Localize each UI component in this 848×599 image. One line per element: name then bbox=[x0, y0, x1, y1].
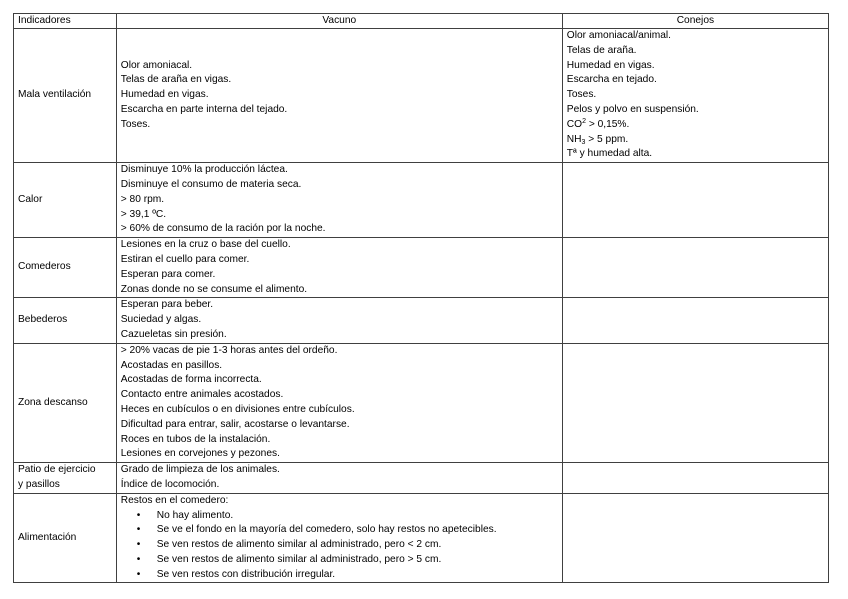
vacuno-item: Suciedad y algas. bbox=[120, 314, 202, 326]
indicator-label-line: y pasillos bbox=[18, 478, 60, 490]
conejos-cell bbox=[562, 343, 828, 462]
vacuno-item: Lesiones en corvejones y pezones. bbox=[120, 448, 280, 460]
conejos-item: Humedad en vigas. bbox=[566, 59, 655, 71]
vacuno-item: > 80 rpm. bbox=[120, 193, 165, 205]
vacuno-item: Acostadas de forma incorrecta. bbox=[120, 374, 262, 386]
vacuno-item: Olor amoniacal. bbox=[120, 59, 193, 71]
header-row bbox=[14, 14, 829, 29]
vacuno-item: Roces en tubos de la instalación. bbox=[120, 433, 271, 445]
document-page bbox=[13, 13, 829, 583]
vacuno-item: Toses. bbox=[120, 118, 151, 130]
conejos-cell bbox=[562, 463, 828, 494]
vacuno-item: Disminuye 10% la producción láctea. bbox=[120, 164, 288, 176]
vacuno-item: > 60% de consumo de la ración por la noche. bbox=[120, 223, 326, 235]
vacuno-cell bbox=[116, 463, 562, 494]
conejos-item: Pelos y polvo en suspensión. bbox=[566, 103, 699, 115]
vacuno-item: Grado de limpieza de los animales. bbox=[120, 464, 280, 476]
indicators-table bbox=[13, 13, 829, 583]
vacuno-cell bbox=[116, 493, 562, 583]
conejos-cell bbox=[562, 493, 828, 583]
conejos-item: Olor amoniacal/animal. bbox=[566, 30, 671, 41]
nh3-subscript: 3 bbox=[581, 138, 586, 146]
bullet-item bbox=[121, 509, 558, 524]
row-calor bbox=[14, 163, 829, 238]
vacuno-item: Escarcha en parte interna del tejado. bbox=[120, 103, 288, 115]
nh3-suffix: > 5 ppm. bbox=[585, 133, 629, 145]
vacuno-item: Acostadas en pasillos. bbox=[120, 359, 223, 371]
conejos-item: Telas de araña. bbox=[566, 44, 637, 56]
vacuno-item: Disminuye el consumo de materia seca. bbox=[120, 178, 302, 190]
vacuno-item: Estiran el cuello para comer. bbox=[120, 253, 250, 265]
header-indicadores: Indicadores bbox=[14, 14, 117, 29]
vacuno-item: Esperan para comer. bbox=[120, 268, 216, 280]
indicator-label: Calor bbox=[14, 163, 117, 238]
conejos-cell bbox=[562, 238, 828, 298]
vacuno-item: Esperan para beber. bbox=[120, 299, 214, 311]
bullet-text: Se ven restos de alimento similar al administrado, pero > 5 cm. bbox=[156, 553, 442, 565]
vacuno-cell bbox=[116, 298, 562, 343]
vacuno-item: Restos en el comedero: bbox=[120, 494, 229, 506]
header-conejos: Conejos bbox=[562, 14, 828, 29]
header-vacuno: Vacuno bbox=[116, 14, 562, 29]
conejos-item: Toses. bbox=[566, 89, 597, 101]
vacuno-item: Contacto entre animales acostados. bbox=[120, 389, 284, 401]
indicator-label: Mala ventilación bbox=[14, 29, 117, 163]
vacuno-cell bbox=[116, 29, 562, 163]
bullet-item bbox=[121, 523, 558, 538]
vacuno-item: > 39,1 ºC. bbox=[120, 208, 167, 220]
vacuno-item: Heces en cubículos o en divisiones entre cubículos. bbox=[120, 403, 355, 415]
conejos-cell bbox=[562, 298, 828, 343]
vacuno-cell bbox=[116, 343, 562, 462]
vacuno-item: Cazueletas sin presión. bbox=[120, 328, 227, 340]
indicator-label: Comederos bbox=[14, 238, 117, 298]
conejos-cell bbox=[562, 29, 828, 163]
vacuno-cell bbox=[116, 238, 562, 298]
nh3-prefix: NH bbox=[566, 133, 582, 145]
vacuno-item: Índice de locomoción. bbox=[120, 478, 220, 490]
bullet-text: Se ven restos con distribución irregular. bbox=[156, 568, 336, 580]
vacuno-item: Humedad en vigas. bbox=[120, 89, 209, 101]
bullet-item bbox=[121, 538, 558, 553]
indicator-label-line: Patio de ejercicio bbox=[18, 464, 96, 476]
bullet-item bbox=[121, 553, 558, 568]
conejos-item: Escarcha en tejado. bbox=[566, 74, 657, 86]
row-bebederos bbox=[14, 298, 829, 343]
row-zona-descanso bbox=[14, 343, 829, 462]
bullet-item bbox=[121, 568, 558, 583]
vacuno-item: Lesiones en la cruz o base del cuello. bbox=[120, 239, 291, 251]
co2-superscript: 2 bbox=[582, 117, 586, 125]
bullet-text: Se ven restos de alimento similar al administrado, pero < 2 cm. bbox=[156, 539, 442, 551]
conejos-item: Tª y humedad alta. bbox=[566, 148, 653, 160]
co2-suffix: > 0,15%. bbox=[585, 118, 630, 130]
indicator-label: Zona descanso bbox=[14, 343, 117, 462]
row-comederos bbox=[14, 238, 829, 298]
conejos-cell bbox=[562, 163, 828, 238]
vacuno-item: Zonas donde no se consume el alimento. bbox=[120, 283, 308, 295]
bullet-text: Se ve el fondo en la mayoría del comedero, solo hay restos no apetecibles. bbox=[156, 524, 497, 536]
co2-prefix: CO bbox=[566, 118, 583, 130]
bullet-text: No hay alimento. bbox=[156, 509, 234, 521]
indicator-label bbox=[14, 463, 117, 494]
conejos-item-nh3 bbox=[567, 133, 824, 148]
vacuno-item: Dificultad para entrar, salir, acostarse o levantarse. bbox=[120, 418, 350, 430]
indicator-label: Bebederos bbox=[14, 298, 117, 343]
vacuno-cell bbox=[116, 163, 562, 238]
indicator-label: Alimentación bbox=[14, 493, 117, 583]
conejos-item-co2 bbox=[567, 118, 824, 133]
row-patio-ejercicio bbox=[14, 463, 829, 494]
vacuno-item: Telas de araña en vigas. bbox=[120, 74, 232, 86]
row-mala-ventilacion bbox=[14, 29, 829, 163]
row-alimentacion bbox=[14, 493, 829, 583]
vacuno-item: > 20% vacas de pie 1-3 horas antes del ordeño. bbox=[120, 344, 338, 356]
